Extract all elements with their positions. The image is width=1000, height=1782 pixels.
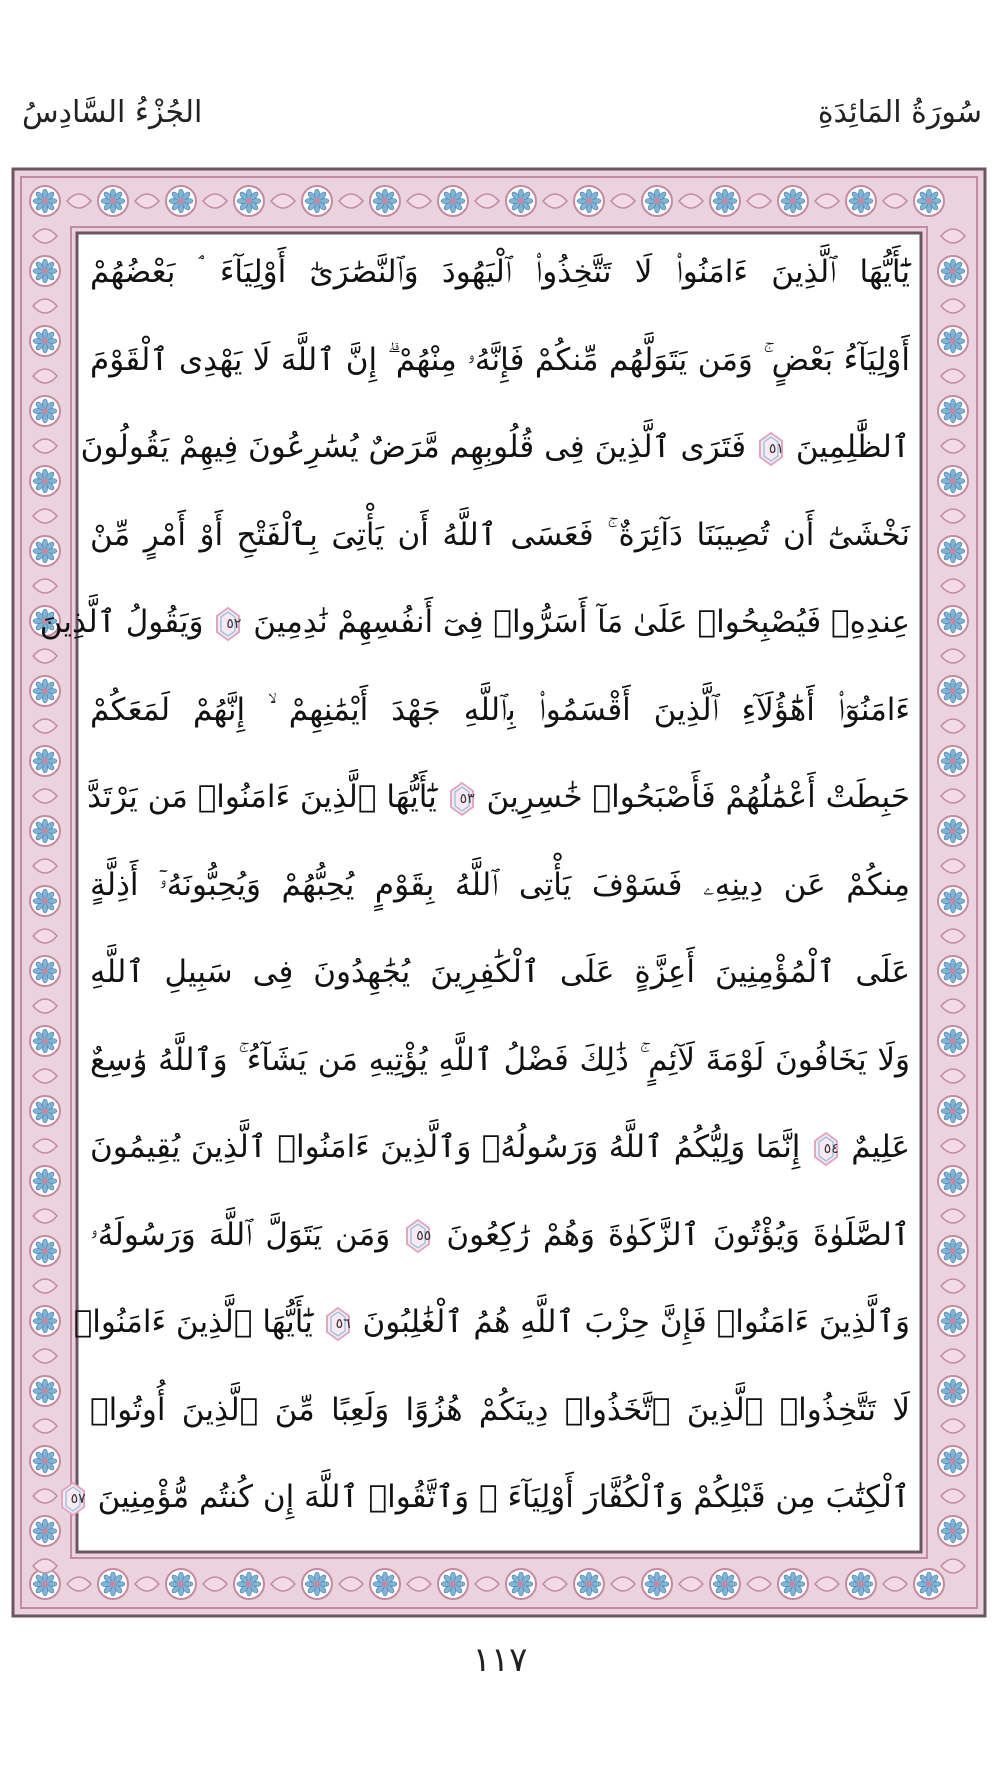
verse-text: لَا تَتَّخِذُوا۟ ٱلَّذِينَ ٱتَّخَذُوا۟ دِينَكُمْ هُزُوًا وَلَعِبًا مِّنَ ٱلَّذِينَ أُوتُوا۟: [90, 1391, 910, 1428]
border-flower-center: [450, 198, 456, 204]
border-flower-center: [950, 1038, 956, 1044]
border-flower-center: [42, 968, 48, 974]
verse-line: [90, 673, 910, 747]
border-flower-center: [42, 1248, 48, 1254]
border-flower-center: [42, 408, 48, 414]
border-flower-center: [950, 828, 956, 834]
border-flower-center: [42, 1318, 48, 1324]
border-flower-center: [950, 1458, 956, 1464]
verse-line: [90, 323, 910, 397]
border-flower-center: [926, 1581, 932, 1587]
border-flower-center: [382, 198, 388, 204]
border-flower-center: [42, 688, 48, 694]
border-flower-center: [586, 1581, 592, 1587]
border-flower-center: [654, 198, 660, 204]
border-flower-center: [858, 198, 864, 204]
border-flower-center: [950, 408, 956, 414]
border-flower-center: [42, 1108, 48, 1114]
border-flower-center: [518, 198, 524, 204]
verse-text: عَلَى ٱلْمُؤْمِنِينَ أَعِزَّةٍ عَلَى ٱلْكَٰفِرِينَ يُجَٰهِدُونَ فِى سَبِيلِ ٱللَّهِ: [90, 954, 910, 990]
page-number: ١١٧: [472, 1640, 528, 1680]
verse-text: ٱلصَّلَوٰةَ وَيُؤْتُونَ ٱلزَّكَوٰةَ وَهُمْ رَٰكِعُونَ: [446, 1216, 910, 1253]
border-flower-center: [950, 758, 956, 764]
verse-text: وَٱلَّذِينَ ءَامَنُوا۟ فَإِنَّ حِزْبَ ٱللَّهِ هُمُ ٱلْغَٰلِبُونَ: [362, 1304, 910, 1340]
border-flower-center: [950, 1248, 956, 1254]
verse-text: فَتَرَى ٱلَّذِينَ فِى قُلُوبِهِم مَّرَضٌ يُسَٰرِعُونَ فِيهِمْ يَقُولُونَ: [80, 429, 747, 465]
verse-text: وَيَقُولُ ٱلَّذِينَ: [39, 604, 204, 640]
verse-line: [87, 760, 910, 834]
ayah-number-marker: [325, 1307, 351, 1341]
ayah-number-marker: [449, 782, 475, 816]
border-flower-center: [450, 1581, 456, 1587]
verse-line: [90, 498, 910, 572]
border-flower-center: [42, 1458, 48, 1464]
verse-line: [90, 1198, 910, 1272]
border-flower-center: [950, 1528, 956, 1534]
border-flower-center: [950, 268, 956, 274]
verse-line: [90, 935, 910, 1009]
verse-text: يَٰٓأَيُّهَا ٱلَّذِينَ ءَامَنُوا۟ لَا تَتَّخِذُوا۟ ٱلْيَهُودَ وَٱلنَّصَٰرَىٰٓ أَوْلِيَآءَ ۘ بَعْضُهُمْ: [90, 254, 910, 290]
verse-text: عَلِيمٌ: [851, 1129, 910, 1165]
border-flower-center: [950, 1108, 956, 1114]
ayah-number: ٥٢: [226, 615, 242, 632]
verse-line: [73, 1285, 910, 1359]
border-flower-center: [42, 198, 48, 204]
border-flower-center: [518, 1581, 524, 1587]
surah-title: سُورَةُ المَائِدَةِ: [817, 95, 982, 130]
ayah-number-marker: [405, 1219, 431, 1253]
ayah-number: ٥١: [768, 440, 784, 457]
border-flower-center: [950, 968, 956, 974]
border-flower-center: [42, 338, 48, 344]
ayah-number-marker: [215, 607, 241, 641]
border-flower-center: [178, 198, 184, 204]
verse-text: حَبِطَتْ أَعْمَٰلُهُمْ فَأَصْبَحُوا۟ خَٰسِرِينَ: [486, 779, 910, 815]
border-flower-center: [42, 1388, 48, 1394]
border-flower-center: [42, 898, 48, 904]
border-flower-center: [42, 828, 48, 834]
verse-text: نَخْشَىٰٓ أَن تُصِيبَنَا دَآئِرَةٌ ۚ فَعَسَى ٱللَّهُ أَن يَأْتِىَ بِٱلْفَتْحِ أَوْ أَمْرٍ مِّنْ: [90, 516, 910, 553]
border-flower-center: [950, 898, 956, 904]
quran-text-block: [39, 235, 910, 1555]
ayah-number: ٥٧: [70, 1490, 86, 1507]
verse-line: [90, 1023, 910, 1097]
verse-line: [90, 1373, 910, 1447]
border-flower-center: [950, 618, 956, 624]
ayah-number: ٥٣: [459, 790, 475, 807]
page-header: [0, 0, 1000, 160]
border-flower-center: [314, 1581, 320, 1587]
border-flower-center: [42, 478, 48, 484]
ayah-number-marker: [758, 432, 784, 466]
border-flower-center: [722, 1581, 728, 1587]
verse-text: عِندِهِۦ فَيُصْبِحُوا۟ عَلَىٰ مَآ أَسَرُّوا۟ فِىٓ أَنفُسِهِمْ نَٰدِمِينَ: [253, 604, 910, 640]
verse-text: أَوْلِيَآءُ بَعْضٍ ۚ وَمَن يَتَوَلَّهُم مِّنكُمْ فَإِنَّهُۥ مِنْهُمْ ۗ إِنَّ ٱللَّهَ لَا يَهْدِى ٱلْقَوْمَ: [90, 341, 910, 378]
border-flower-center: [314, 198, 320, 204]
border-flower-center: [42, 1178, 48, 1184]
border-flower-center: [790, 1581, 796, 1587]
border-flower-center: [246, 198, 252, 204]
border-flower-center: [950, 1318, 956, 1324]
verse-line: [90, 848, 910, 922]
verse-text: ٱلظَّٰلِمِينَ: [795, 429, 910, 465]
border-flower-center: [42, 1038, 48, 1044]
border-flower-center: [42, 1528, 48, 1534]
border-flower-center: [950, 548, 956, 554]
border-flower-center: [790, 198, 796, 204]
border-flower-center: [858, 1581, 864, 1587]
ayah-number-marker: [60, 1482, 86, 1516]
verse-text: ءَامَنُوٓا۟ أَهَٰٓؤُلَآءِ ٱلَّذِينَ أَقْسَمُوا۟ بِٱللَّهِ جَهْدَ أَيْمَٰنِهِمْ ۙ إِنَّهُمْ لَمَعَكُمْ: [90, 691, 910, 728]
border-flower-center: [950, 1388, 956, 1394]
border-flower-center: [950, 478, 956, 484]
verse-line: [39, 585, 910, 659]
verse-text: وَلَا يَخَافُونَ لَوْمَةَ لَآئِمٍ ۚ ذَٰلِكَ فَضْلُ ٱللَّهِ يُؤْتِيهِ مَن يَشَآءُ ۚ وَٱللَّهُ وَٰسِعٌ: [90, 1041, 910, 1078]
juz-title: الجُزْءُ السَّادِسُ: [22, 95, 203, 130]
border-flower-center: [42, 1581, 48, 1587]
verse-text: يَٰٓأَيُّهَا ٱلَّذِينَ ءَامَنُوا۟ مَن يَرْتَدَّ: [87, 779, 437, 815]
border-flower-center: [110, 198, 116, 204]
border-flower-center: [382, 1581, 388, 1587]
border-flower-center: [246, 1581, 252, 1587]
ayah-number: ٥٤: [823, 1140, 839, 1157]
border-flower-center: [950, 338, 956, 344]
ayah-number: ٥٥: [416, 1228, 432, 1244]
border-flower-center: [654, 1581, 660, 1587]
verse-line: [70, 1460, 910, 1534]
ayah-number: ٥٦: [335, 1315, 351, 1332]
verse-line: [90, 235, 910, 309]
border-flower-center: [926, 198, 932, 204]
verse-text: ٱلْكِتَٰبَ مِن قَبْلِكُمْ وَٱلْكُفَّارَ أَوْلِيَآءَ ۚ وَٱتَّقُوا۟ ٱللَّهَ إِن كُنتُم مُّؤْمِنِينَ: [97, 1479, 910, 1515]
border-flower-center: [950, 1178, 956, 1184]
verse-line: [90, 1110, 910, 1184]
border-flower-center: [42, 548, 48, 554]
border-flower-center: [950, 688, 956, 694]
verse-text: يَٰٓأَيُّهَا ٱلَّذِينَ ءَامَنُوا۟: [73, 1304, 313, 1340]
verse-text: مِنكُمْ عَن دِينِهِۦ فَسَوْفَ يَأْتِى ٱللَّهُ بِقَوْمٍ يُحِبُّهُمْ وَيُحِبُّونَهُۥٓ أَذِلَّةٍ: [90, 866, 910, 903]
verse-line: [80, 410, 910, 484]
border-flower-center: [42, 268, 48, 274]
border-flower-center: [586, 198, 592, 204]
ayah-number-marker: [813, 1132, 839, 1166]
verse-text: وَمَن يَتَوَلَّ ٱللَّهَ وَرَسُولَهُۥ: [90, 1216, 391, 1253]
border-flower-center: [722, 198, 728, 204]
border-flower-center: [178, 1581, 184, 1587]
verse-text: إِنَّمَا وَلِيُّكُمُ ٱللَّهُ وَرَسُولُهُۥ وَٱلَّذِينَ ءَامَنُوا۟ ٱلَّذِينَ يُقِيمُونَ: [90, 1129, 801, 1165]
border-flower-center: [110, 1581, 116, 1587]
border-flower-center: [42, 758, 48, 764]
